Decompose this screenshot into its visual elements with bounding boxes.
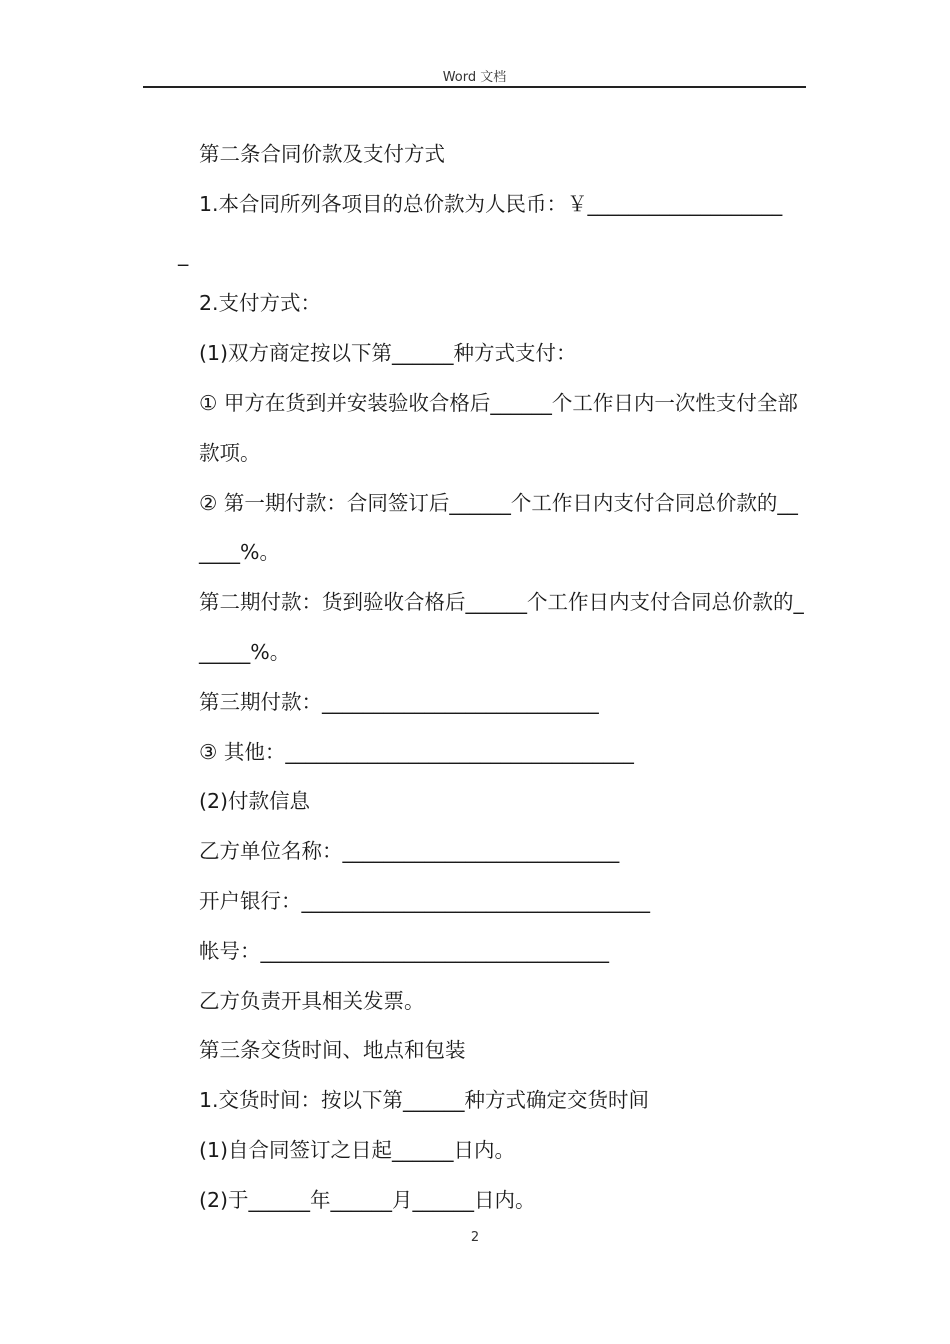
paragraph-second-installment: 第二期付款：货到验收合格后______个工作日内支付合同总价款的______%。 bbox=[199, 590, 804, 664]
section-heading-price: 第二条合同价款及支付方式 bbox=[199, 142, 445, 166]
paragraph-payment-info: (2)付款信息 bbox=[199, 789, 311, 814]
section-heading-delivery: 第三条交货时间、地点和包装 bbox=[199, 1038, 466, 1063]
paragraph-option-2: ② 第一期付款：合同签订后______个工作日内支付合同总价款的______%。 bbox=[199, 490, 798, 565]
paragraph-payee-name: 乙方单位名称：___________________________ bbox=[199, 839, 620, 864]
paragraph-bank: 开户银行：__________________________________ bbox=[199, 888, 650, 913]
paragraph-total-price: 1.本合同所列各项目的总价款为人民币：￥___________________ bbox=[199, 191, 783, 216]
paragraph-payment-method: 2.支付方式： bbox=[199, 291, 322, 316]
paragraph-total-price-continued: _ bbox=[178, 241, 189, 266]
page-number: 2 bbox=[470, 1230, 480, 1245]
paragraph-payment-choice: (1)双方商定按以下第______种方式支付： bbox=[199, 341, 577, 366]
paragraph-account: 帐号：__________________________________ bbox=[199, 938, 609, 963]
paragraph-option-1: ① 甲方在货到并安装验收合格后______个工作日内一次性支付全部款项。 bbox=[199, 390, 798, 465]
page-header: Word 文档 bbox=[442, 70, 507, 85]
paragraph-invoice: 乙方负责开具相关发票。 bbox=[199, 988, 425, 1013]
document-body bbox=[178, 130, 806, 1226]
paragraph-third-installment: 第三期付款：___________________________ bbox=[199, 689, 599, 714]
header-divider bbox=[143, 86, 806, 88]
paragraph-delivery-days: (1)自合同签订之日起______日内。 bbox=[199, 1137, 516, 1162]
paragraph-delivery-date: (2)于______年______月______日内。 bbox=[199, 1187, 536, 1212]
paragraph-delivery-time: 1.交货时间：按以下第______种方式确定交货时间 bbox=[199, 1088, 650, 1113]
paragraph-option-3: ③ 其他：__________________________________ bbox=[199, 739, 634, 764]
